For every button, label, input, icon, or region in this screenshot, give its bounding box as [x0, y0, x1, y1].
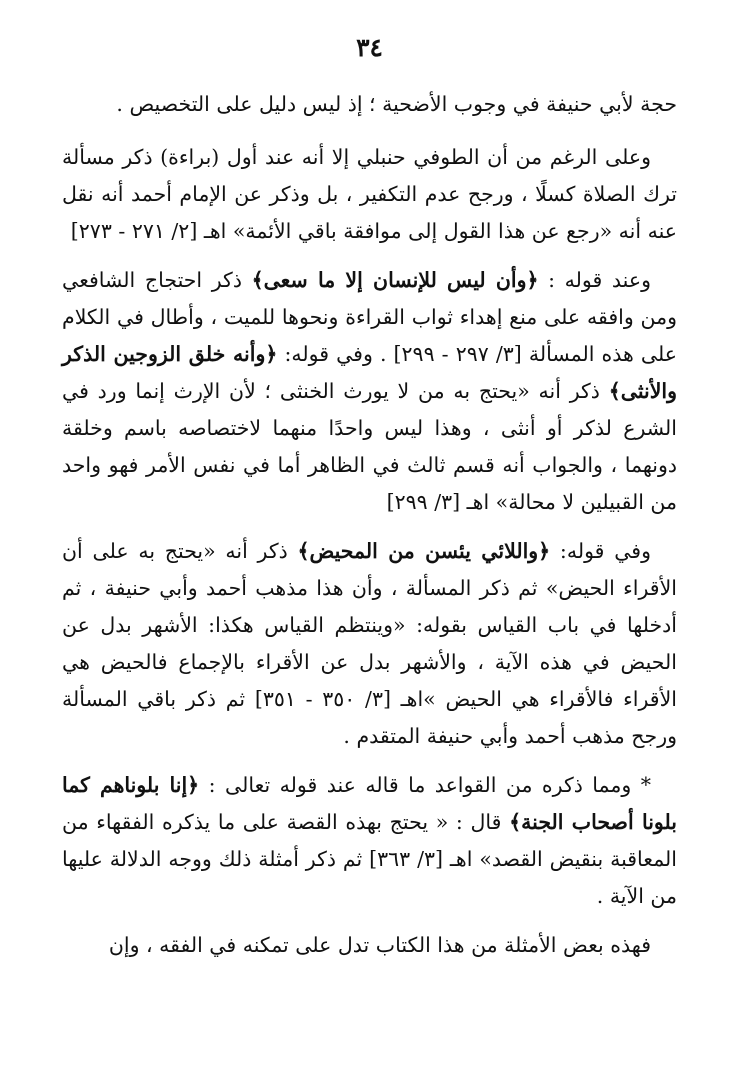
quran-verse: ﴿إنا بلوناهم كما بلونا أصحاب الجنة﴾	[62, 773, 677, 834]
page-number: ٣٤	[356, 33, 383, 62]
text-run: ذكر أنه «يحتج به على أن الأقراء الحيض» ثم ذكر المسألة ، وأن هذا مذهب أحمد وأبي حنيفة ، ثم أدخلها في باب القياس بقوله: «وينتظم القياس هكذا: الأشهر بدل عن الحيض في هذه الآية ، والأشهر بدل عن الأقراء بالإجماع فالحيض هي الأقراء فالأقراء هي الحيض »اهـ [٣/ ٣٥٠ - ٣٥١] ثم ذكر باقي المسألة ورجح مذهب أحمد وأبي حنيفة المتقدم .	[62, 539, 677, 748]
text-run: وعند قوله :	[538, 268, 651, 292]
text-run: ذكر احتجاج الشافعي ومن وافقه على منع إهداء ثواب القراءة ونحوها للميت ، وأطال في الكلام على هذه المسألة [٣/ ٢٩٧ - ٢٩٩] . وفي قوله:	[62, 268, 677, 366]
text-run: حجة لأبي حنيفة في وجوب الأضحية ؛ إذ ليس دليل على التخصيص .	[116, 92, 677, 116]
body-text	[62, 86, 677, 964]
text-run: ذكر أنه «يحتج به من لا يورث الخنثى ؛ لأن الإرث إنما ورد في الشرع لذكر أو أنثى ، وهذا ليس واحدًا منهما لاختصاصه باسم وخلقة دونهما ، والجواب أنه قسم ثالث في الظاهر أما في نفس الأمر فهو واحد من القبيلين لا محالة» اهـ [٣/ ٢٩٩]	[62, 379, 677, 514]
text-run: قال : « يحتج بهذه القصة على ما يذكره الفقهاء من المعاقبة بنقيض القصد» اهـ [٣/ ٣٦٣] ثم ذكر أمثلة ذلك ووجه الدلالة عليها من الآية .	[62, 810, 677, 908]
paragraph-p4	[62, 533, 677, 755]
text-run: وعلى الرغم من أن الطوفي حنبلي إلا أنه عند أول (براءة) ذكر مسألة ترك الصلاة كسلًا ، ورجح عدم التكفير ، بل وذكر عن الإمام أحمد أنه نقل عنه أنه «رجع عن هذا القول إلى موافقة باقي الأئمة» اهـ [٢/ ٢٧١ - ٢٧٣]	[62, 145, 677, 243]
paragraph-p3	[62, 262, 677, 521]
paragraph-p1	[62, 86, 677, 123]
quran-verse: ﴿وأن ليس للإنسان إلا ما سعى﴾	[251, 268, 539, 292]
paragraph-p2	[62, 139, 677, 250]
text-run: * ومما ذكره من القواعد ما قاله عند قوله تعالى :	[199, 773, 651, 797]
paragraph-p6	[62, 927, 677, 964]
text-run: فهذه بعض الأمثلة من هذا الكتاب تدل على تمكنه في الفقه ، وإن	[108, 933, 651, 957]
paragraph-p5	[62, 767, 677, 915]
text-run: وفي قوله:	[550, 539, 651, 563]
quran-verse: ﴿وأنه خلق الزوجين الذكر والأنثى﴾	[62, 342, 677, 403]
quran-verse: ﴿واللائي يئسن من المحيض﴾	[297, 539, 551, 563]
